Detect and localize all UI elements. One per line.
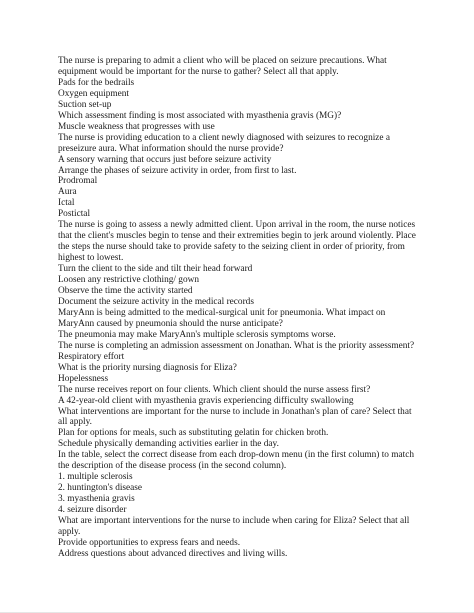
text-line: preseizure aura. What information should the nurse provide? bbox=[58, 143, 284, 154]
text-line: apply. bbox=[58, 526, 81, 537]
text-line: Ictal bbox=[58, 198, 75, 209]
text-line: Pads for the bedrails bbox=[58, 77, 135, 88]
text-line: In the table, select the correct disease from each drop-down menu (in the first column) to match bbox=[58, 450, 414, 461]
text-line: Loosen any restrictive clothing/ gown bbox=[58, 275, 199, 286]
text-line: Address questions about advanced directives and living wills. bbox=[58, 548, 288, 559]
text-line: Postictal bbox=[58, 209, 91, 220]
text-line: MaryAnn caused by pneumonia should the nurse anticipate? bbox=[58, 318, 283, 329]
text-line: that the client's muscles begin to tense and their extremities begin to jerk around violently. Place bbox=[58, 231, 416, 242]
text-line: A 42-year-old client with myasthenia gravis experiencing difficulty swallowing bbox=[58, 395, 354, 406]
text-line: The nurse receives report on four clients. Which client should the nurse assess first? bbox=[58, 384, 371, 395]
text-line: 4. seizure disorder bbox=[58, 505, 127, 516]
text-line: Observe the time the activity started bbox=[58, 286, 193, 297]
text-line: What are important interventions for the nurse to include when caring for Eliza? Select that all bbox=[58, 516, 410, 527]
text-line: Respiratory effort bbox=[58, 351, 125, 362]
text-line: Prodromal bbox=[58, 176, 98, 187]
text-line: Suction set-up bbox=[58, 99, 112, 110]
text-line: The nurse is preparing to admit a client who will be placed on seizure precautions. What bbox=[58, 56, 387, 66]
text-line: Arrange the phases of seizure activity in order, from first to last. bbox=[58, 165, 297, 176]
text-line: The nurse is providing education to a client newly diagnosed with seizures to recognize a bbox=[58, 132, 391, 143]
text-line: Turn the client to the side and tilt their head forward bbox=[58, 264, 253, 275]
text-line: equipment would be important for the nurse to gather? Select all that apply. bbox=[58, 66, 339, 77]
text-line: What is the priority nursing diagnosis for Eliza? bbox=[58, 362, 237, 373]
text-line: Aura bbox=[58, 187, 77, 198]
text-line: MaryAnn is being admitted to the medical-surgical unit for pneumonia. What impact on bbox=[58, 307, 386, 318]
text-line: the steps the nurse should take to provide safety to the seizing client in order of priority, from bbox=[58, 242, 405, 253]
text-line: Provide opportunities to express fears and needs. bbox=[58, 537, 241, 548]
text-line: all apply. bbox=[58, 417, 92, 428]
text-line: 3. myasthenia gravis bbox=[58, 494, 135, 505]
document-body bbox=[58, 56, 430, 560]
text-line: Document the seizure activity in the medical records bbox=[58, 296, 254, 307]
text-line: 2. huntington's disease bbox=[58, 483, 143, 494]
text-line: The pneumonia may make MaryAnn's multiple sclerosis symptoms worse. bbox=[58, 329, 336, 340]
text-line: highest to lowest. bbox=[58, 253, 124, 264]
text-line: Muscle weakness that progresses with use bbox=[58, 121, 215, 132]
text-line: Schedule physically demanding activities earlier in the day. bbox=[58, 439, 279, 450]
text-line: Oxygen equipment bbox=[58, 88, 130, 99]
text-line: The nurse is completing an admission assessment on Jonathan. What is the priority assessment? bbox=[58, 340, 415, 351]
text-line: Hopelessness bbox=[58, 373, 109, 384]
text-line: Plan for options for meals, such as substituting gelatin for chicken broth. bbox=[58, 428, 329, 439]
text-line: A sensory warning that occurs just before seizure activity bbox=[58, 154, 272, 165]
text-line: 1. multiple sclerosis bbox=[58, 472, 133, 483]
text-line: the description of the disease process (in the second column). bbox=[58, 461, 287, 472]
text-line: Which assessment finding is most associated with myasthenia gravis (MG)? bbox=[58, 110, 342, 121]
text-line: The nurse is going to assess a newly admitted client. Upon arrival in the room, the nurse notices bbox=[58, 220, 416, 231]
text-line: What interventions are important for the nurse to include in Jonathan's plan of care? Select that bbox=[58, 406, 412, 417]
